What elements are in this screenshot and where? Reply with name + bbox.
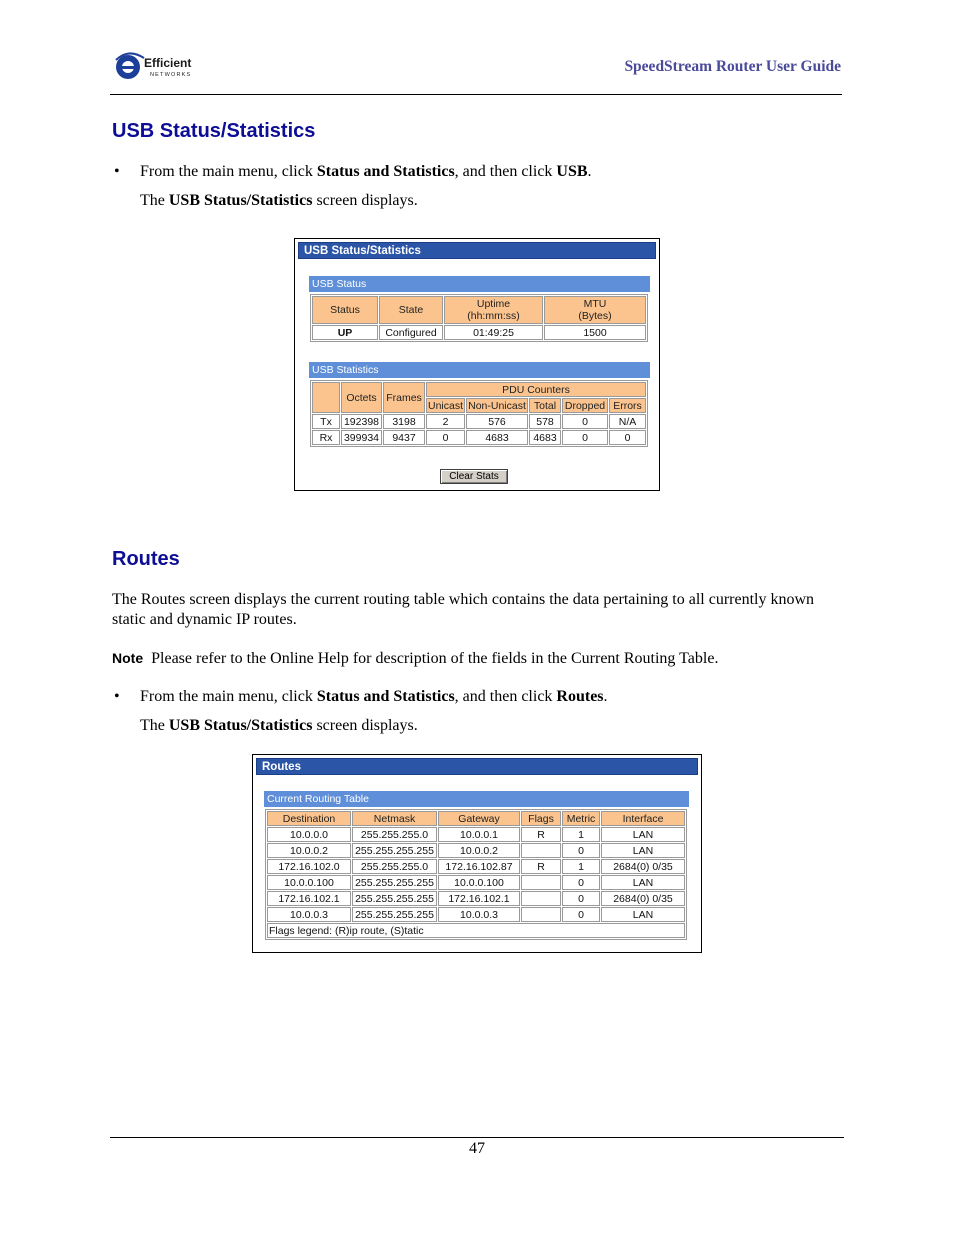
stats-cell: 2: [426, 414, 465, 429]
route-cell: 0: [562, 843, 600, 858]
frames-col-header: Frames: [383, 382, 425, 413]
stats-cell: 399934: [341, 430, 382, 445]
unicast-col-header: Unicast: [427, 399, 463, 412]
usb-statistics-table: [310, 380, 648, 447]
bullet-marker: •: [114, 688, 120, 705]
route-cell: 10.0.0.2: [438, 843, 520, 858]
uptime-col-header: Uptime (hh:mm:ss): [444, 296, 543, 324]
non-unicast-col-header: Non-Unicast: [466, 398, 528, 413]
table-row: [267, 875, 685, 890]
stats-cell: Rx: [312, 430, 340, 445]
route-cell: 172.16.102.1: [438, 891, 520, 906]
route-cell: 2684(0) 0/35: [601, 859, 685, 874]
metric-col-header: Metric: [562, 811, 600, 826]
table-row: [267, 907, 685, 922]
route-cell: 10.0.0.1: [438, 827, 520, 842]
route-cell: 255.255.255.255: [352, 891, 437, 906]
route-cell: [521, 843, 561, 858]
stats-cell: 4683: [466, 430, 528, 445]
routes-instruction: From the main menu, click Status and Statistics, and then click Routes.: [140, 688, 608, 705]
route-cell: LAN: [601, 843, 685, 858]
route-cell: 0: [562, 875, 600, 890]
state-value: Configured: [379, 325, 443, 340]
route-cell: 10.0.0.3: [438, 907, 520, 922]
usb-status-screen: [294, 238, 660, 491]
route-cell: 0: [562, 891, 600, 906]
route-cell: 255.255.255.255: [352, 875, 437, 890]
route-cell: LAN: [601, 875, 685, 890]
footer-divider: [110, 1137, 844, 1138]
table-row: [267, 827, 685, 842]
usb-section-heading: USB Status/Statistics: [112, 120, 316, 142]
mtu-col-header: MTU (Bytes): [544, 296, 646, 324]
netmask-col-header: Netmask: [352, 811, 437, 826]
route-cell: 255.255.255.0: [352, 827, 437, 842]
routes-intro: The Routes screen displays the current routing table which contains the data pertaining to all currently known static and dynamic IP routes.: [112, 591, 815, 628]
routes-section-heading: Routes: [112, 548, 180, 570]
logo-wordmark: Efficient: [144, 56, 192, 70]
table-row: [267, 859, 685, 874]
status-value: UP: [312, 325, 378, 340]
stats-cell: 0: [426, 430, 465, 445]
table-row: [267, 891, 685, 906]
routes-result-text: The USB Status/Statistics screen displays.: [140, 717, 418, 734]
status-col-header: Status: [312, 296, 378, 324]
stats-cell: 0: [562, 414, 608, 429]
interface-col-header: Interface: [601, 811, 685, 826]
mtu-value: 1500: [544, 325, 646, 340]
route-cell: 10.0.0.100: [438, 875, 520, 890]
stats-cell: N/A: [609, 414, 646, 429]
route-cell: [521, 907, 561, 922]
stats-cell: 3198: [383, 414, 425, 429]
route-cell: 1: [562, 859, 600, 874]
errors-col-header: Errors: [609, 398, 646, 413]
header-divider: [110, 94, 842, 95]
stats-cell: 576: [466, 414, 528, 429]
efficient-networks-logo: [114, 50, 214, 82]
routing-table-title: Current Routing Table: [264, 791, 689, 807]
route-cell: 0: [562, 907, 600, 922]
route-cell: 10.0.0.2: [267, 843, 351, 858]
usb-status-section-title: USB Status: [309, 276, 650, 292]
dropped-col-header: Dropped: [562, 398, 608, 413]
clear-stats-button[interactable]: Clear Stats: [440, 469, 508, 484]
guide-title: SpeedStream Router User Guide: [624, 58, 841, 75]
route-cell: 255.255.255.0: [352, 859, 437, 874]
route-cell: 1: [562, 827, 600, 842]
page-number: 47: [469, 1140, 485, 1157]
usb-screen-title: USB Status/Statistics: [298, 242, 656, 259]
usb-statistics-section-title: USB Statistics: [309, 362, 650, 378]
flags-col-header: Flags: [521, 811, 561, 826]
route-cell: 10.0.0.0: [267, 827, 351, 842]
bullet-marker: •: [114, 163, 120, 180]
route-cell: 172.16.102.0: [267, 859, 351, 874]
stats-cell: 4683: [529, 430, 561, 445]
table-row: [267, 843, 685, 858]
octets-col-header: Octets: [341, 382, 382, 413]
routing-table: [265, 809, 687, 940]
stats-cell: 0: [562, 430, 608, 445]
routes-screen-title: Routes: [256, 758, 698, 775]
stats-row-tx: [312, 414, 646, 429]
routes-screen: [252, 754, 702, 953]
stats-cell: 578: [529, 414, 561, 429]
uptime-value: 01:49:25: [444, 325, 543, 340]
route-cell: 2684(0) 0/35: [601, 891, 685, 906]
route-cell: R: [521, 827, 561, 842]
route-cell: LAN: [601, 827, 685, 842]
logo-subword: NETWORKS: [150, 72, 192, 78]
stats-cell: 9437: [383, 430, 425, 445]
usb-result-text: The USB Status/Statistics screen displays.: [140, 192, 418, 209]
stats-cell: 192398: [341, 414, 382, 429]
route-cell: 10.0.0.100: [267, 875, 351, 890]
destination-col-header: Destination: [267, 811, 351, 826]
flags-legend: Flags legend: (R)ip route, (S)tatic: [267, 923, 685, 938]
route-cell: R: [521, 859, 561, 874]
routes-note: Note Please refer to the Online Help for description of the fields in the Current Routing Table.: [112, 650, 719, 667]
stats-row-rx: [312, 430, 646, 445]
usb-status-table: [310, 294, 648, 342]
route-cell: 255.255.255.255: [352, 907, 437, 922]
route-cell: 172.16.102.1: [267, 891, 351, 906]
state-col-header: State: [379, 296, 443, 324]
route-cell: [521, 875, 561, 890]
gateway-col-header: Gateway: [438, 811, 520, 826]
route-cell: 255.255.255.255: [352, 843, 437, 858]
total-col-header: Total: [529, 398, 561, 413]
route-cell: 10.0.0.3: [267, 907, 351, 922]
route-cell: [521, 891, 561, 906]
stats-cell: Tx: [312, 414, 340, 429]
route-cell: 172.16.102.87: [438, 859, 520, 874]
usb-instruction: From the main menu, click Status and Statistics, and then click USB.: [140, 163, 592, 180]
route-cell: LAN: [601, 907, 685, 922]
stats-cell: 0: [609, 430, 646, 445]
stats-corner-header: [312, 382, 340, 413]
pdu-counters-header: PDU Counters: [426, 382, 646, 397]
